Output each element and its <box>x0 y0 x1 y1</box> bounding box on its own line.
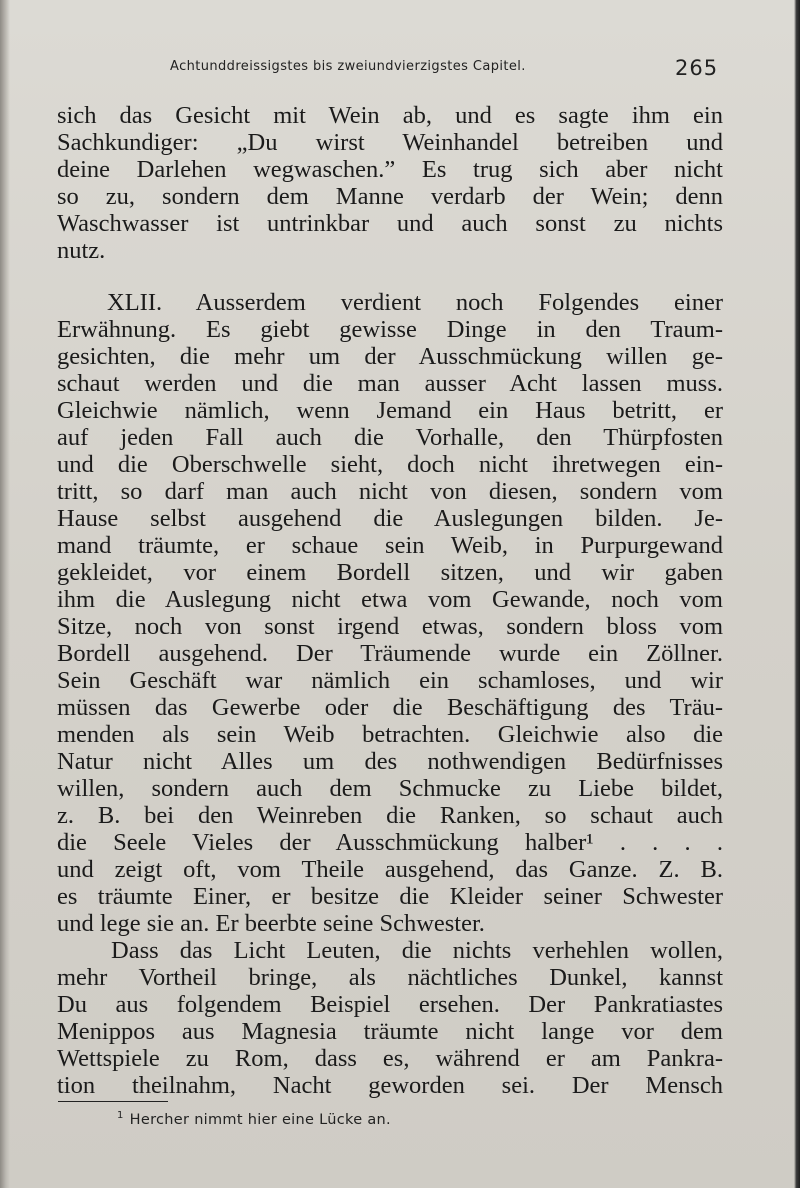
footnote-text: Hercher nimmt hier eine Lücke an. <box>129 1112 391 1128</box>
page-gutter-shadow <box>0 0 10 1188</box>
text-line: und zeigt oft, vom Theile ausgehend, das Ganze. Z. B. <box>57 856 723 883</box>
text-line: willen, sondern auch dem Schmucke zu Liebe bildet, <box>57 775 723 802</box>
text-line: deine Darlehen wegwaschen.” Es trug sich aber nicht <box>57 156 723 183</box>
paragraph-first-line: Dass das Licht Leuten, die nichts verhehlen wollen, <box>111 937 723 964</box>
running-head: Achtunddreissigstes bis zweiundvierzigstes Capitel. <box>170 59 526 74</box>
text-line: mehr Vortheil bringe, als nächtliches Dunkel, kannst <box>57 964 723 991</box>
footnote <box>117 1112 391 1128</box>
text-line: tritt, so darf man auch nicht von diesen, sondern vom <box>57 478 723 505</box>
text-line: menden als sein Weib betrachten. Gleichwie also die <box>57 721 723 748</box>
text-line: Menippos aus Magnesia träumte nicht lange vor dem <box>57 1018 723 1045</box>
text-line: ihm die Auslegung nicht etwa vom Gewande, noch vom <box>57 586 723 613</box>
text-line: Bordell ausgehend. Der Träumende wurde ein Zöllner. <box>57 640 723 667</box>
text-line: so zu, sondern dem Manne verdarb der Wein; denn <box>57 183 723 210</box>
text-line: Waschwasser ist untrinkbar und auch sonst zu nichts <box>57 210 723 237</box>
text-line: es träumte Einer, er besitze die Kleider seiner Schwester <box>57 883 723 910</box>
text-line: und lege sie an. Er beerbte seine Schwester. <box>57 910 485 937</box>
text-line: schaut werden und die man ausser Acht lassen muss. <box>57 370 723 397</box>
text-line: gekleidet, vor einem Bordell sitzen, und wir gaben <box>57 559 723 586</box>
text-line: Hause selbst ausgehend die Auslegungen bilden. Je- <box>57 505 723 532</box>
text-line: nutz. <box>57 237 106 264</box>
text-line: und die Oberschwelle sieht, doch nicht ihretwegen ein- <box>57 451 723 478</box>
footnote-rule <box>58 1101 168 1102</box>
text-line: die Seele Vieles der Ausschmückung halber¹ . . . . <box>57 829 723 856</box>
text-line: Sein Geschäft war nämlich ein schamloses, und wir <box>57 667 723 694</box>
text-line: Sitze, noch von sonst irgend etwas, sondern bloss vom <box>57 613 723 640</box>
text-line: mand träumte, er schaue sein Weib, in Purpurgewand <box>57 532 723 559</box>
text-line: müssen das Gewerbe oder die Beschäftigung des Träu- <box>57 694 723 721</box>
footnote-marker: 1 <box>117 1110 124 1121</box>
page-number: 265 <box>675 56 719 80</box>
text-line: Erwähnung. Es giebt gewisse Dinge in den Traum- <box>57 316 723 343</box>
section-first-line: XLII. Ausserdem verdient noch Folgendes einer <box>107 289 723 316</box>
text-line: z. B. bei den Weinreben die Ranken, so schaut auch <box>57 802 723 829</box>
page-edge-shadow <box>794 0 800 1188</box>
text-line: Gleichwie nämlich, wenn Jemand ein Haus betritt, er <box>57 397 723 424</box>
text-line: tion theilnahm, Nacht geworden sei. Der Mensch <box>57 1072 723 1099</box>
text-line: Du aus folgendem Beispiel ersehen. Der Pankratiastes <box>57 991 723 1018</box>
text-line: Sachkundiger: „Du wirst Weinhandel betreiben und <box>57 129 723 156</box>
text-line: Wettspiele zu Rom, dass es, während er am Pankra- <box>57 1045 723 1072</box>
text-line: Natur nicht Alles um des nothwendigen Bedürfnisses <box>57 748 723 775</box>
text-line: sich das Gesicht mit Wein ab, und es sagte ihm ein <box>57 102 723 129</box>
text-line: auf jeden Fall auch die Vorhalle, den Thürpfosten <box>57 424 723 451</box>
text-line: gesichten, die mehr um der Ausschmückung willen ge- <box>57 343 723 370</box>
